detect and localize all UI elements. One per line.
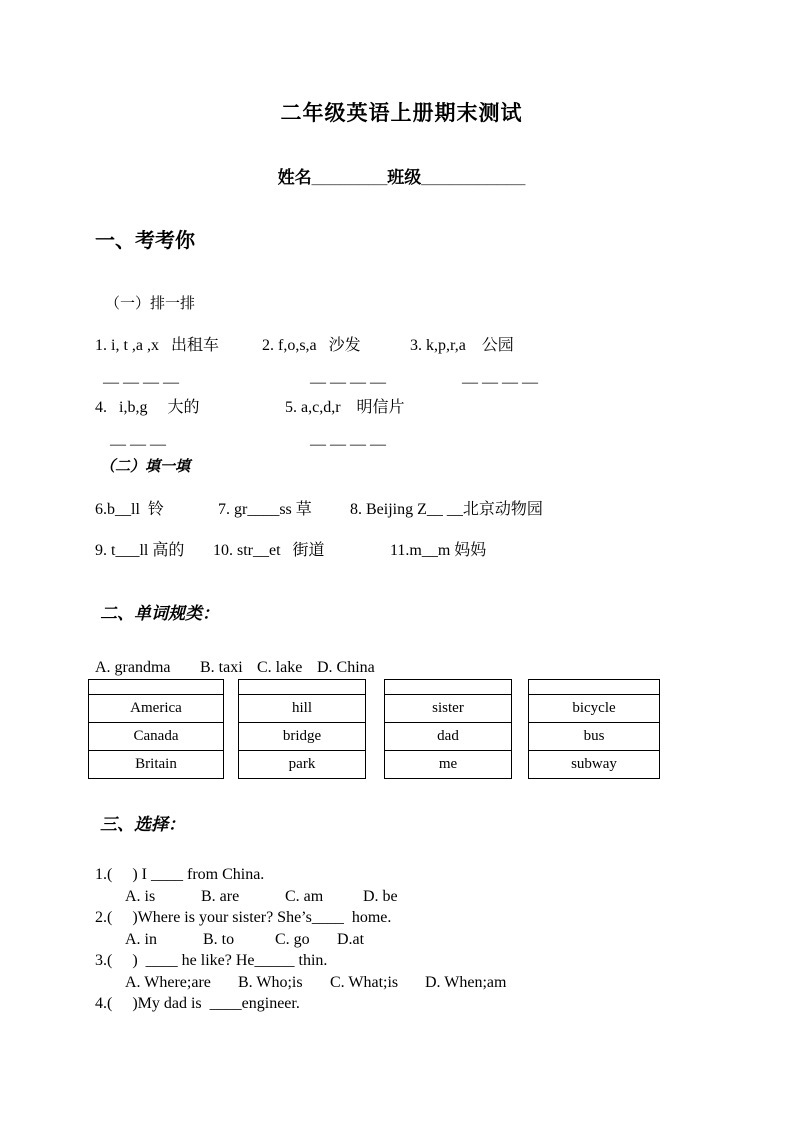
question-2-options bbox=[95, 929, 708, 951]
question-3-options bbox=[95, 972, 708, 994]
letter-blanks: — — — — bbox=[310, 374, 386, 391]
classify-table-1 bbox=[88, 679, 224, 779]
fill-item-8: 8. Beijing Z__ __北京动物园 bbox=[350, 501, 543, 518]
question-2-text: 2.( )Where is your sister? She’s____ home. bbox=[95, 909, 392, 926]
choice-option: A. Where;are bbox=[125, 973, 211, 991]
section1-heading: 一、考考你 bbox=[95, 230, 195, 252]
fill-item-7: 7. gr____ss 草 bbox=[218, 501, 312, 518]
arrange-row-1 bbox=[95, 336, 708, 355]
classify-table-2 bbox=[238, 679, 366, 779]
arrange-blanks-row-1 bbox=[95, 373, 708, 392]
fill-item-11: 11.m__m 妈妈 bbox=[390, 542, 487, 559]
choice-option: D.at bbox=[337, 930, 365, 948]
classify-table-4 bbox=[528, 679, 660, 779]
arrange-item-4: 4. i,b,g 大的 bbox=[95, 399, 200, 416]
word-bank-item-d: D. China bbox=[317, 659, 375, 676]
part1-heading: （一）排一排 bbox=[105, 296, 196, 312]
choice-option: A. in bbox=[125, 930, 157, 948]
exam-title: 二年级英语上册期末测试 bbox=[280, 102, 523, 125]
question-1-text: 1.( ) I ____ from China. bbox=[95, 866, 265, 883]
arrange-row-2 bbox=[95, 398, 708, 417]
word-bank-item-c: C. lake bbox=[257, 659, 303, 676]
name-class-line: 姓名________班级___________ bbox=[277, 168, 526, 187]
table4-cell: bicycle bbox=[529, 695, 660, 723]
table2-cell: hill bbox=[239, 695, 366, 723]
table1-cell: Britain bbox=[89, 751, 224, 779]
choice-questions bbox=[95, 864, 708, 1015]
section2-heading: 二、单词规类： bbox=[100, 604, 219, 623]
table3-answer-cell bbox=[385, 680, 512, 695]
table3-cell: me bbox=[385, 751, 512, 779]
arrange-item-5: 5. a,c,d,r 明信片 bbox=[285, 399, 405, 416]
table2-cell: park bbox=[239, 751, 366, 779]
choice-option: B. to bbox=[203, 930, 235, 948]
choice-option: C. What;is bbox=[330, 973, 399, 991]
table3-cell: sister bbox=[385, 695, 512, 723]
classification-tables bbox=[88, 679, 708, 779]
fill-item-10: 10. str__et 街道 bbox=[213, 542, 325, 559]
choice-option: D. be bbox=[363, 887, 398, 905]
question-4-text: 4.( )My dad is ____engineer. bbox=[95, 995, 300, 1012]
choice-option: B. are bbox=[201, 887, 240, 905]
table2-answer-cell bbox=[239, 680, 366, 695]
table1-cell: Canada bbox=[89, 723, 224, 751]
table4-cell: subway bbox=[529, 751, 660, 779]
letter-blanks: — — — — bbox=[103, 374, 179, 391]
table2-cell: bridge bbox=[239, 723, 366, 751]
table4-cell: bus bbox=[529, 723, 660, 751]
table1-answer-cell bbox=[89, 680, 224, 695]
table1-cell: America bbox=[89, 695, 224, 723]
choice-option: D. When;am bbox=[425, 973, 507, 991]
choice-option: C. am bbox=[285, 887, 324, 905]
section3-heading: 三、选择： bbox=[100, 815, 185, 834]
letter-blanks: — — — — bbox=[310, 436, 386, 453]
classify-word-bank bbox=[95, 658, 708, 677]
choice-option: B. Who;is bbox=[238, 973, 303, 991]
classify-table-3 bbox=[384, 679, 512, 779]
fill-item-9: 9. t___ll 高的 bbox=[95, 542, 185, 559]
word-bank-item-b: B. taxi bbox=[200, 659, 243, 676]
arrange-item-2: 2. f,o,s,a 沙发 bbox=[262, 337, 361, 354]
question-1-options bbox=[95, 886, 708, 908]
letter-blanks: — — — bbox=[110, 436, 166, 453]
table4-answer-cell bbox=[529, 680, 660, 695]
choice-option: C. go bbox=[275, 930, 310, 948]
word-bank-item-a: A. grandma bbox=[95, 659, 171, 676]
arrange-item-1: 1. i, t ,a ,x 出租车 bbox=[95, 337, 219, 354]
choice-option: A. is bbox=[125, 887, 156, 905]
table3-cell: dad bbox=[385, 723, 512, 751]
part2-heading: （二）填一填 bbox=[100, 459, 191, 475]
fill-row-1 bbox=[95, 500, 708, 519]
arrange-blanks-row-2 bbox=[95, 435, 708, 454]
arrange-item-3: 3. k,p,r,a 公园 bbox=[410, 337, 514, 354]
fill-row-2 bbox=[95, 541, 708, 560]
question-3-text: 3.( ) ____ he like? He_____ thin. bbox=[95, 952, 328, 969]
letter-blanks: — — — — bbox=[462, 374, 538, 391]
fill-item-6: 6.b__ll 铃 bbox=[95, 501, 164, 518]
